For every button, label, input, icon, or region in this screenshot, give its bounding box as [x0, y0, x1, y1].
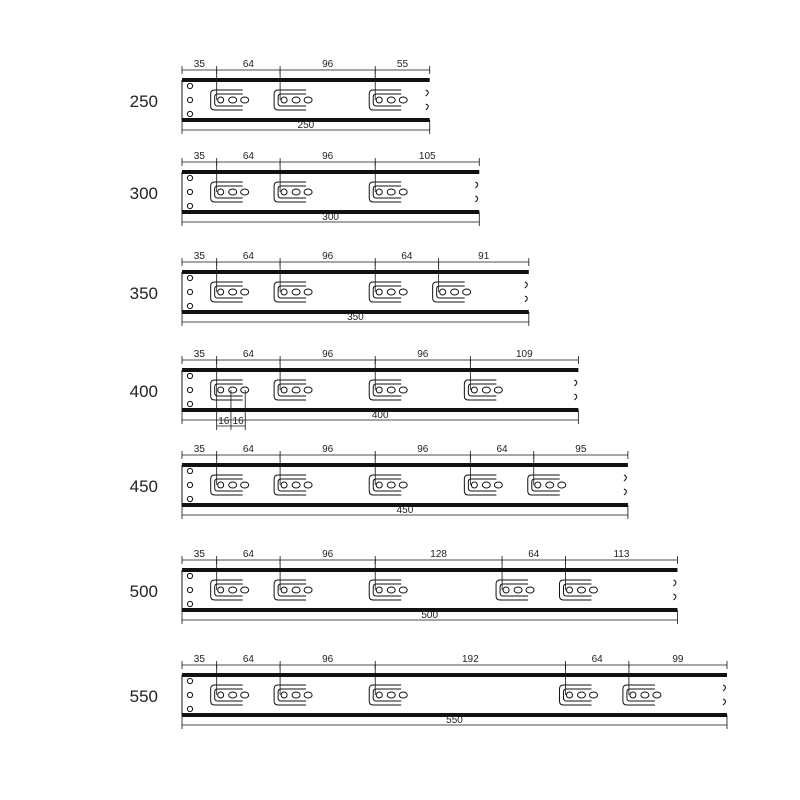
mounting-slot-bracket: [211, 380, 243, 400]
oval-hole: [399, 387, 407, 393]
total-dimension: 250: [297, 120, 315, 131]
segment-dimension: 64: [242, 59, 254, 70]
end-hole: [187, 275, 192, 280]
segment-dimension: 35: [193, 654, 205, 665]
segment-dimension: 64: [528, 549, 540, 560]
oval-hole: [304, 692, 312, 698]
mounting-hole: [535, 482, 541, 488]
oval-hole: [514, 587, 522, 593]
segment-dimension: 128: [430, 549, 447, 560]
oval-hole: [399, 289, 407, 295]
end-hole: [187, 289, 192, 294]
segment-dimension: 96: [322, 654, 334, 665]
end-hole: [187, 189, 192, 194]
segment-dimension: 96: [322, 444, 334, 455]
oval-hole: [304, 482, 312, 488]
segment-dimension: 96: [417, 444, 429, 455]
mounting-slot-bracket: [369, 90, 401, 110]
mounting-slot-bracket: [274, 475, 306, 495]
mounting-hole: [376, 189, 382, 195]
segment-dimension: 64: [242, 349, 254, 360]
mounting-slot-bracket: [274, 182, 306, 202]
mounting-slot-bracket: [369, 182, 401, 202]
mounting-hole: [281, 289, 287, 295]
oval-hole: [241, 692, 249, 698]
segment-dimension: 35: [193, 251, 205, 262]
oval-hole: [387, 587, 395, 593]
oval-hole: [229, 289, 237, 295]
oval-hole: [229, 97, 237, 103]
segment-dimension: 64: [401, 251, 413, 262]
end-hole: [187, 601, 192, 606]
segment-dimension: 91: [478, 251, 490, 262]
mounting-slot-bracket: [274, 282, 306, 302]
segment-dimension: 113: [613, 549, 630, 560]
oval-hole: [494, 482, 502, 488]
mounting-hole: [630, 692, 636, 698]
oval-hole: [292, 587, 300, 593]
mounting-slot-bracket: [369, 282, 401, 302]
oval-hole: [292, 289, 300, 295]
end-notch: [574, 380, 577, 400]
total-dimension: 400: [371, 410, 389, 421]
end-hole: [187, 573, 192, 578]
end-notch: [723, 685, 726, 705]
oval-hole: [241, 482, 249, 488]
hole-spacing-dimension: 16: [218, 416, 230, 427]
mounting-slot-bracket: [464, 380, 496, 400]
oval-hole: [463, 289, 471, 295]
segment-dimension: 64: [591, 654, 603, 665]
segment-dimension: 35: [193, 59, 205, 70]
mounting-hole: [218, 587, 224, 593]
hole-spacing-dimension: 16: [232, 416, 244, 427]
end-notch: [673, 580, 676, 600]
mounting-hole: [281, 387, 287, 393]
mounting-slot-bracket: [369, 380, 401, 400]
oval-hole: [292, 387, 300, 393]
end-hole: [187, 401, 192, 406]
rail-length-label: 500: [129, 582, 158, 601]
mounting-slot-bracket: [274, 685, 306, 705]
total-dimension: 450: [396, 505, 414, 516]
rail-400: [130, 349, 579, 430]
oval-hole: [387, 482, 395, 488]
end-hole: [187, 496, 192, 501]
rail-length-label: 400: [129, 382, 158, 401]
oval-hole: [229, 587, 237, 593]
segment-dimension: 96: [417, 349, 429, 360]
oval-hole: [229, 189, 237, 195]
mounting-slot-bracket: [496, 580, 528, 600]
oval-hole: [387, 97, 395, 103]
mounting-slot-bracket: [274, 580, 306, 600]
mounting-hole: [471, 387, 477, 393]
end-hole: [187, 303, 192, 308]
mounting-hole: [376, 482, 382, 488]
oval-hole: [387, 692, 395, 698]
end-hole: [187, 587, 192, 592]
oval-hole: [229, 692, 237, 698]
segment-dimension: 96: [322, 251, 334, 262]
segment-dimension: 96: [322, 349, 334, 360]
mounting-hole: [281, 97, 287, 103]
segment-dimension: 64: [242, 654, 254, 665]
mounting-slot-bracket: [559, 580, 591, 600]
oval-hole: [292, 482, 300, 488]
oval-hole: [399, 189, 407, 195]
rail-length-label: 450: [129, 477, 158, 496]
mounting-slot-bracket: [211, 475, 243, 495]
rail-500: [130, 549, 678, 624]
end-notch: [475, 182, 478, 202]
oval-hole: [526, 587, 534, 593]
mounting-hole: [440, 289, 446, 295]
rail-length-label: 350: [129, 284, 158, 303]
rail-300: [130, 151, 480, 226]
oval-hole: [494, 387, 502, 393]
segment-dimension: 99: [672, 654, 684, 665]
mounting-hole: [281, 587, 287, 593]
rail-450: [130, 444, 628, 519]
mounting-slot-bracket: [211, 580, 243, 600]
end-hole: [187, 692, 192, 697]
mounting-slot-bracket: [433, 282, 465, 302]
mounting-hole: [566, 692, 572, 698]
segment-dimension: 95: [575, 444, 587, 455]
oval-hole: [387, 289, 395, 295]
mounting-hole: [376, 387, 382, 393]
segment-dimension: 64: [242, 151, 254, 162]
oval-hole: [304, 97, 312, 103]
end-hole: [187, 83, 192, 88]
oval-hole: [229, 482, 237, 488]
mounting-hole: [471, 482, 477, 488]
rail-length-label: 250: [129, 92, 158, 111]
mounting-hole: [218, 482, 224, 488]
mounting-slot-bracket: [274, 90, 306, 110]
oval-hole: [304, 387, 312, 393]
total-dimension: 350: [347, 312, 364, 323]
oval-hole: [241, 387, 249, 393]
segment-dimension: 109: [516, 349, 533, 360]
rail-length-label: 550: [129, 687, 158, 706]
oval-hole: [451, 289, 459, 295]
segment-dimension: 192: [462, 654, 479, 665]
mounting-slot-bracket: [274, 380, 306, 400]
end-hole: [187, 203, 192, 208]
segment-dimension: 96: [322, 59, 334, 70]
end-hole: [187, 111, 192, 116]
oval-hole: [546, 482, 554, 488]
oval-hole: [399, 587, 407, 593]
end-hole: [187, 373, 192, 378]
mounting-slot-bracket: [211, 685, 243, 705]
oval-hole: [241, 587, 249, 593]
mounting-slot-bracket: [369, 475, 401, 495]
total-dimension: 500: [421, 610, 439, 621]
oval-hole: [241, 289, 249, 295]
mounting-slot-bracket: [369, 685, 401, 705]
rail-250: [130, 59, 430, 134]
oval-hole: [399, 692, 407, 698]
mounting-hole: [376, 587, 382, 593]
mounting-hole: [281, 692, 287, 698]
end-notch: [624, 475, 627, 495]
segment-dimension: 96: [322, 151, 334, 162]
oval-hole: [292, 97, 300, 103]
rail-550: [130, 654, 727, 729]
oval-hole: [399, 97, 407, 103]
oval-hole: [577, 587, 585, 593]
mounting-slot-bracket: [528, 475, 560, 495]
oval-hole: [292, 189, 300, 195]
oval-hole: [304, 289, 312, 295]
mounting-hole: [503, 587, 509, 593]
segment-dimension: 64: [242, 444, 254, 455]
segment-dimension: 35: [193, 549, 205, 560]
mounting-slot-bracket: [211, 182, 243, 202]
oval-hole: [558, 482, 566, 488]
oval-hole: [589, 692, 597, 698]
mounting-hole: [218, 692, 224, 698]
end-hole: [187, 706, 192, 711]
oval-hole: [482, 387, 490, 393]
mounting-hole: [376, 289, 382, 295]
segment-dimension: 35: [193, 349, 205, 360]
mounting-hole: [218, 97, 224, 103]
end-hole: [187, 97, 192, 102]
mounting-slot-bracket: [623, 685, 655, 705]
end-notch: [525, 282, 528, 302]
end-hole: [187, 678, 192, 683]
segment-dimension: 55: [396, 59, 409, 70]
end-hole: [187, 482, 192, 487]
mounting-hole: [376, 692, 382, 698]
mounting-hole: [218, 387, 224, 393]
oval-hole: [653, 692, 661, 698]
oval-hole: [387, 387, 395, 393]
mounting-hole: [566, 587, 572, 593]
mounting-slot-bracket: [211, 282, 243, 302]
oval-hole: [304, 587, 312, 593]
oval-hole: [589, 587, 597, 593]
oval-hole: [304, 189, 312, 195]
segment-dimension: 64: [242, 549, 254, 560]
total-dimension: 300: [322, 212, 339, 223]
oval-hole: [482, 482, 490, 488]
rail-350: [130, 251, 529, 326]
mounting-hole: [281, 482, 287, 488]
end-notch: [426, 90, 429, 110]
end-hole: [187, 387, 192, 392]
segment-dimension: 64: [496, 444, 508, 455]
mounting-slot-bracket: [211, 90, 243, 110]
oval-hole: [399, 482, 407, 488]
segment-dimension: 105: [418, 151, 436, 162]
mounting-hole: [218, 189, 224, 195]
oval-hole: [292, 692, 300, 698]
mounting-slot-bracket: [464, 475, 496, 495]
segment-dimension: 64: [242, 251, 254, 262]
mounting-hole: [218, 289, 224, 295]
mounting-hole: [281, 189, 287, 195]
segment-dimension: 96: [322, 549, 334, 560]
end-hole: [187, 175, 192, 180]
oval-hole: [241, 189, 249, 195]
rail-length-label: 300: [129, 184, 158, 203]
oval-hole: [387, 189, 395, 195]
mounting-slot-bracket: [559, 685, 591, 705]
oval-hole: [229, 387, 237, 393]
oval-hole: [641, 692, 649, 698]
end-hole: [187, 468, 192, 473]
segment-dimension: 35: [193, 444, 205, 455]
oval-hole: [577, 692, 585, 698]
oval-hole: [241, 97, 249, 103]
total-dimension: 550: [446, 715, 463, 726]
segment-dimension: 35: [193, 151, 205, 162]
mounting-hole: [376, 97, 382, 103]
mounting-slot-bracket: [369, 580, 401, 600]
